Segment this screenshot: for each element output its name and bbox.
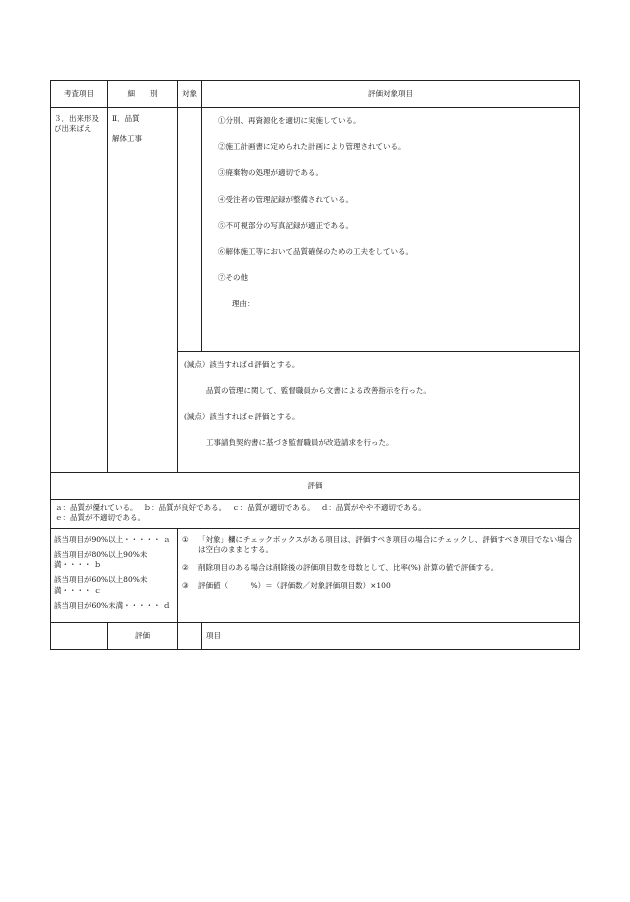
target-checkbox-cell[interactable] (178, 108, 202, 352)
items-cell (202, 108, 580, 352)
evaluation-legend (51, 500, 580, 529)
subcategory-demolition: 解体工事 (112, 134, 142, 144)
category-cell: ３．出来形及び出来ばえ (51, 108, 108, 473)
legend-line-2: ｅ：品質が不適切である。 (55, 513, 145, 523)
reason-label: 理由： (232, 299, 255, 309)
footer-blank-cell (51, 622, 108, 649)
deduction-d-detail: 品質の管理に関して、監督職員から文書による改善指示を行った。 (206, 386, 431, 395)
item-3: ③廃棄物の処理が適切である。 (218, 168, 323, 178)
footer-row (51, 622, 580, 649)
header-subcategory: 細 別 (108, 81, 178, 108)
note-2-number: ② (182, 563, 189, 573)
deduction-e-title: (減点）該当すればｅ評価とする。 (184, 412, 300, 421)
evaluation-header-row (51, 473, 580, 500)
note-3 (182, 581, 575, 591)
header-category: 考査項目 (51, 81, 108, 108)
note-1-text: 「対象」欄にチェックボックスがある項目は、評価すべき項目の場合にチェックし、評価すべき項目でない場合は空白のままとする。 (198, 535, 573, 555)
note-3-number: ③ (182, 581, 189, 591)
grade-scale (51, 529, 178, 623)
note-1-number: ① (182, 535, 189, 544)
footer-evaluation-label: 評価 (108, 622, 178, 649)
scale-b: 該当項目が80%以上90%未満・・・・ ｂ (54, 550, 148, 570)
header-items: 評価対象項目 (202, 81, 580, 108)
footer-evaluation-value[interactable] (178, 622, 202, 649)
note-1 (182, 535, 575, 555)
footer-items-label: 項目 (202, 622, 580, 649)
evaluation-table (50, 80, 580, 650)
item-6: ⑥解体施工等において品質確保のための工夫をしている。 (218, 246, 413, 256)
subcategory-quality: Ⅱ．品質 (112, 114, 140, 123)
deduction-cell (178, 352, 580, 473)
evaluation-title: 評価 (51, 473, 580, 500)
evaluation-notes (178, 529, 580, 623)
item-1: ①分別、再資源化を適切に実施している。 (218, 116, 361, 125)
items-row (51, 108, 580, 352)
item-5: ⑤不可視部分の写真記録が適正である。 (218, 220, 353, 230)
item-7: ⑦その他 (218, 273, 248, 283)
subcategory-cell (108, 108, 178, 473)
note-3-text: 評価値（ %）＝（評価数／対象評価項目数）×100 (198, 581, 391, 591)
item-2: ②施工計画書に定められた計画により管理されている。 (218, 142, 406, 152)
header-row (51, 81, 580, 108)
note-2 (182, 563, 575, 573)
note-2-text: 削除項目のある場合は削除後の評価項目数を母数として、比率(%) 計算の値で評価する。 (198, 563, 499, 573)
header-target: 対象 (178, 81, 202, 108)
scale-a: 該当項目が90%以上・・・・・ ａ (54, 535, 171, 544)
item-4: ④受注者の管理記録が整備されている。 (218, 194, 353, 204)
evaluation-sheet (50, 80, 580, 650)
scale-row (51, 529, 580, 623)
legend-row (51, 500, 580, 529)
deduction-e-detail: 工事請負契約書に基づき監督職員が改造請求を行った。 (206, 438, 394, 447)
scale-c: 該当項目が60%以上80%未満・・・・ ｃ (54, 575, 148, 595)
scale-d: 該当項目が60%未満・・・・・ ｄ (54, 600, 171, 610)
deduction-d-title: (減点）該当すればｄ評価とする。 (184, 360, 300, 369)
legend-line-1: ａ：品質が優れている。 ｂ：品質が良好である。 ｃ：品質が適切である。 ｄ：品質がやや不適切である。 (55, 503, 426, 512)
